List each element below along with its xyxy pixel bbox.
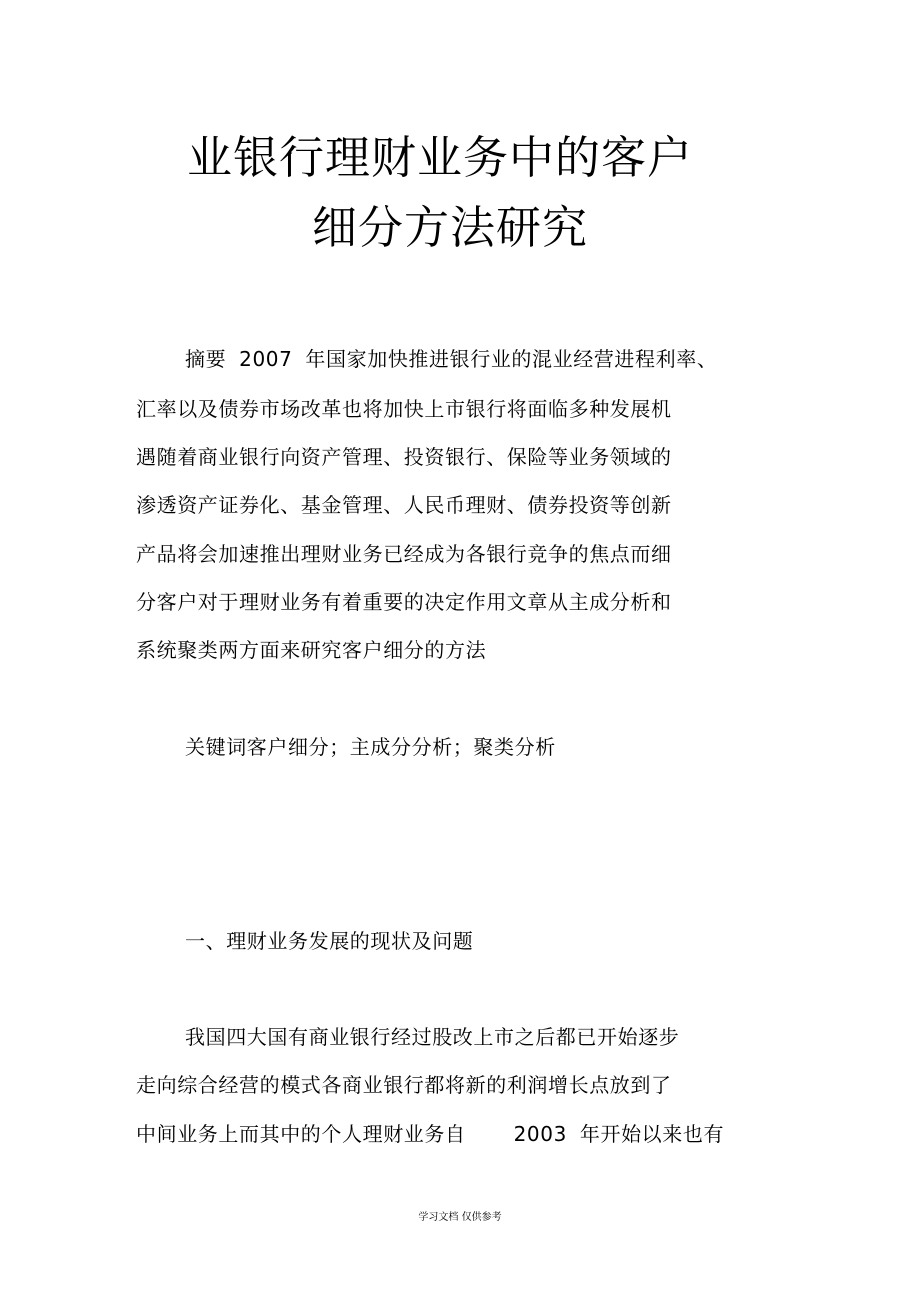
abstract-line-7: 系统聚类两方面来研究客户细分的方法	[136, 638, 487, 662]
abstract-line-1: 摘要 2007 年国家加快推进银行业的混业经营进程利率、	[185, 347, 718, 371]
section-1-line-1: 我国四大国有商业银行经过股改上市之后都已开始逐步	[185, 1025, 680, 1049]
section-1-line-3	[136, 1120, 724, 1148]
abstract-line-2: 汇率以及债券市场改革也将加快上市银行将面临多种发展机	[136, 397, 672, 421]
page-footer: 学习文档 仅供参考	[418, 1212, 502, 1223]
abstract-line-4: 渗透资产证券化、基金管理、人民币理财、债券投资等创新	[136, 493, 672, 517]
document-title-line-2: 细分方法研究	[311, 201, 588, 254]
document-title-line-1: 业银行理财业务中的客户	[186, 131, 693, 184]
section-1-line-3-part-2: 2003 年开始以来也有	[513, 1122, 725, 1146]
abstract-line-6: 分客户对于理财业务有着重要的决定作用文章从主成分析和	[136, 590, 672, 614]
abstract-line-5: 产品将会加速推出理财业务已经成为各银行竞争的焦点而细	[136, 542, 672, 566]
section-1-line-2: 走向综合经营的模式各商业银行都将新的利润增长点放到了	[136, 1073, 672, 1097]
keywords-line: 关键词客户细分；主成分分析；聚类分析	[185, 735, 556, 759]
section-1-line-3-part-1: 中间业务上而其中的个人理财业务自	[136, 1122, 466, 1146]
section-1-heading: 一、理财业务发展的现状及问题	[185, 929, 474, 953]
abstract-line-3: 遇随着商业银行向资产管理、投资银行、保险等业务领域的	[136, 445, 672, 469]
